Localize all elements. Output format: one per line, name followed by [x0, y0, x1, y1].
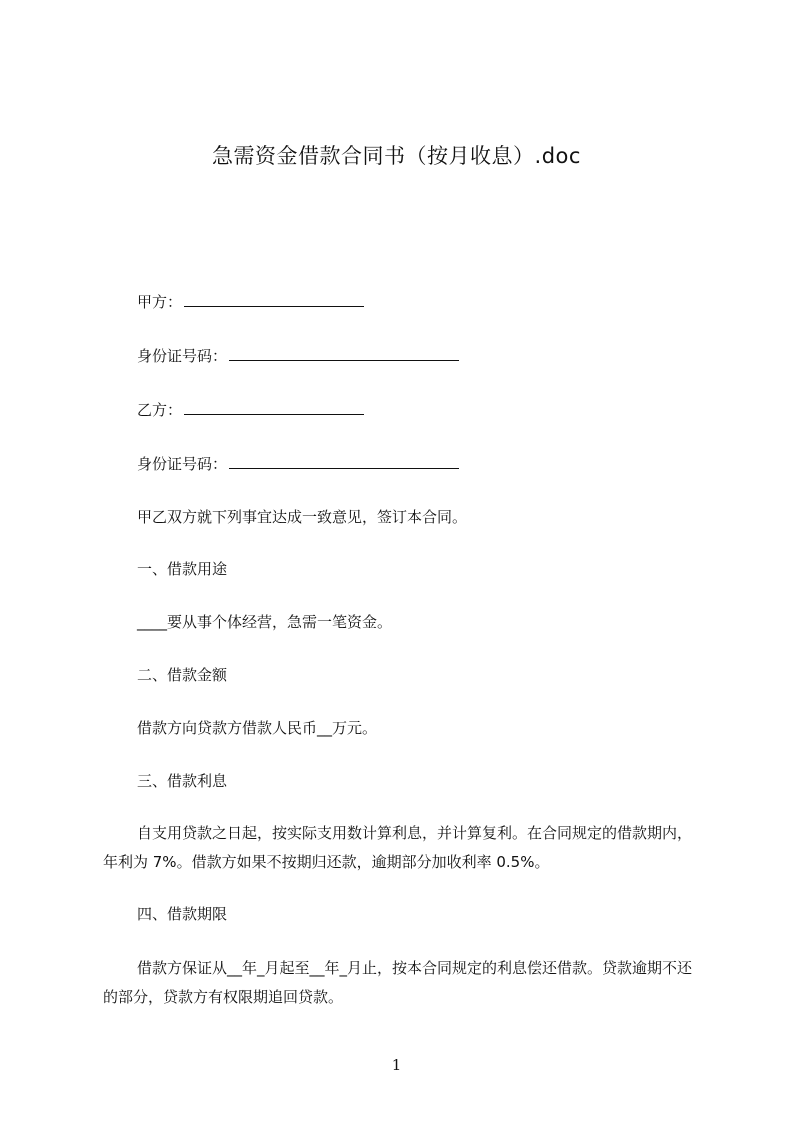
page-number: 1 [391, 1056, 402, 1074]
intro-paragraph: 甲乙双方就下列事宜达成一致意见，签订本合同。 [137, 508, 468, 526]
section-2-text: 借款方向贷款方借款人民币__万元。 [137, 719, 378, 737]
party-a-id-blank [229, 345, 459, 361]
section-1-text: ____要从事个体经营，急需一笔资金。 [137, 613, 393, 631]
party-b-row [137, 399, 364, 420]
section-4-heading: 四、借款期限 [137, 905, 228, 923]
section-4-text: 借款方保证从__年_月起至__年_月止，按本合同规定的利息偿还借款。贷款逾期不还的部分，贷款方有权限期追回贷款。 [103, 959, 693, 1006]
party-a-blank [184, 291, 364, 307]
party-b-blank [184, 399, 364, 415]
section-3-heading: 三、借款利息 [137, 772, 228, 790]
party-a-label: 甲方： [137, 293, 183, 311]
party-a-id-label: 身份证号码： [137, 347, 228, 365]
party-b-id-label: 身份证号码： [137, 455, 228, 473]
document-title: 急需资金借款合同书（按月收息）.doc [212, 144, 581, 168]
section-1-heading: 一、借款用途 [137, 560, 228, 578]
section-3-text: 自支用贷款之日起，按实际支用数计算利息，并计算复利。在合同规定的借款期内，年利为 7%。借款方如果不按期归还款，逾期部分加收利率 0.5%。 [103, 824, 693, 871]
party-a-row [137, 291, 364, 312]
section-2-heading: 二、借款金额 [137, 666, 228, 684]
party-b-id-blank [229, 453, 459, 469]
party-b-label: 乙方： [137, 401, 183, 419]
party-b-id-row [137, 453, 459, 474]
party-a-id-row [137, 345, 459, 366]
